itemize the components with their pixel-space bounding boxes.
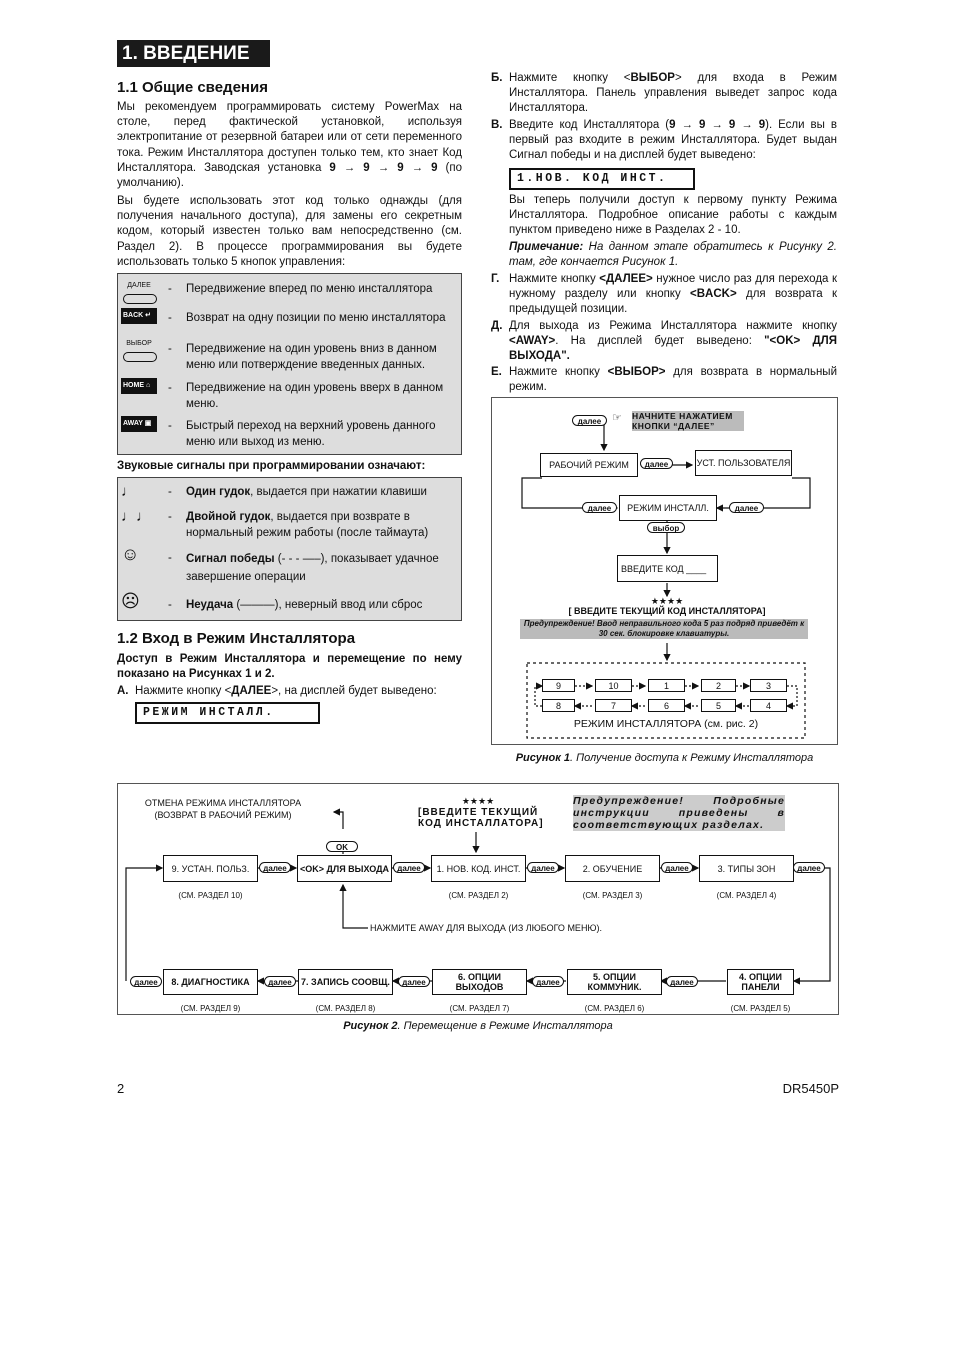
hand-pointer-icon: ☞	[612, 412, 622, 424]
fig2-next-pill-9: далее	[532, 976, 564, 987]
code-usage-paragraph: Вы будете использовать этот код только однажды (для получения начального доступа), для замены его секретным кодом, который известен только вам непосредственно (см. Раздел 2). В процессе программирования вы будете использовать только 5 кнопок управления:	[117, 195, 462, 268]
note-paragraph: Примечание: На данном этапе обратитесь к Рисунку 2. там, где кончается Рисунок 1.	[509, 241, 837, 269]
fig2-next-pill-4: далее	[661, 862, 693, 873]
fig1-installer-mode: РЕЖИМ ИНСТАЛЛ.	[619, 495, 717, 521]
fig2-zone-types-ref: (СМ. РАЗДЕЛ 4)	[716, 891, 777, 900]
section-1-2-title: 1.2 Вход в Режим Инсталлятора	[117, 630, 356, 647]
fig2-panel-options-ref: (СМ. РАЗДЕЛ 5)	[730, 1004, 791, 1013]
fig2-next-pill-1: далее	[259, 862, 291, 873]
fig2-away-note: НАЖМИТЕ AWAY ДЛЯ ВЫХОДА (ИЗ ЛЮБОГО МЕНЮ).	[370, 923, 603, 933]
figure-1-caption: Рисунок 1. Получение доступа к Режиму Инсталлятора	[515, 752, 814, 764]
double-note-icon: ♩♩	[121, 508, 151, 525]
fig2-new-code: 1. НОВ. КОД. ИНСТ.	[431, 855, 526, 882]
fig1-menu-7: 7	[595, 699, 632, 712]
section-1-2-intro: Доступ в Режим Инсталлятора и перемещение по нему показано на Рисунках 1 и 2.	[117, 653, 462, 681]
fig2-stars: ★★★★	[461, 796, 495, 806]
fig2-output-options: 6. ОПЦИИ ВЫХОДОВ	[432, 969, 527, 995]
fig2-new-code-ref: (СМ. РАЗДЕЛ 2)	[448, 891, 509, 900]
away-key-icon: AWAY ▣	[121, 416, 161, 432]
sad-face-icon: ☹	[121, 591, 140, 611]
step-e: Е. Нажмите кнопку <ВЫБОР> для возврата в нормальный режим.	[491, 366, 837, 394]
page-number: 2	[117, 1081, 125, 1096]
step-v-after: Вы теперь получили доступ к первому пункту Режима Инсталлятора. Подробное описание работы с каждым пунктом приведено ниже в Разделах 2 - 10.	[509, 194, 837, 237]
fig2-next-pill-10: далее	[666, 976, 698, 987]
fig2-warning: Предупреждение! Подробные инструкции приведены в соответствующих разделах.	[573, 795, 785, 831]
happy-face-icon: ☺	[121, 544, 140, 564]
fig1-next-pill: далее	[572, 415, 607, 426]
fig1-menu-3: 3	[750, 679, 787, 692]
step-v: В. Введите код Инсталлятора (9 → 9 → 9 → 9). Если вы в первый раз входите в режим Инсталлятора. Будет выдан Сигнал победы и на дисплей будет выведено:	[491, 119, 837, 162]
fig2-record-message: 7. ЗАПИСЬ СООВЩ.	[298, 969, 393, 995]
select-key-icon: ВЫБОР	[121, 336, 161, 362]
fig2-ok-exit: <OK> ДЛЯ ВЫХОДА	[297, 855, 392, 882]
fig1-enter-current: [ ВВЕДИТЕ ТЕКУЩИЙ КОД ИНСТАЛЛЯТОРА]	[568, 606, 766, 616]
fig1-enter-code: ВВЕДИТЕ КОД ____	[617, 555, 718, 582]
fig1-select-pill: выбор	[647, 522, 685, 533]
fig1-user-settings: УСТ. ПОЛЬЗОВАТЕЛЯ	[695, 450, 792, 476]
back-key-icon: BACK ↵	[121, 308, 161, 324]
fig2-ok-pill: OK	[326, 841, 358, 852]
fig1-menu-caption: РЕЖИМ ИНСТАЛЛЯТОРА (см. рис. 2)	[573, 718, 759, 730]
sounds-heading: Звуковые сигналы при программировании означают:	[117, 460, 426, 472]
fig1-menu-2: 2	[701, 679, 736, 692]
fig2-enter-current: [ВВЕДИТЕ ТЕКУЩИЙ КОД ИНСТАЛЛАТОРА]	[418, 807, 544, 829]
fig2-learning-ref: (СМ. РАЗДЕЛ 3)	[582, 891, 643, 900]
fig1-menu-5: 5	[701, 699, 736, 712]
fig2-diagnostics: 8. ДИАГНОСТИКА	[163, 969, 258, 995]
fig1-stars: ★★★★	[650, 596, 684, 606]
fig2-comm-options-ref: (СМ. РАЗДЕЛ 6)	[584, 1004, 645, 1013]
fig2-next-pill-2: далее	[393, 862, 425, 873]
fig2-user-settings: 9. УСТАН. ПОЛЬЗ.	[163, 855, 258, 882]
fig2-record-message-ref: (СМ. РАЗДЕЛ 8)	[315, 1004, 376, 1013]
fig2-zone-types: 3. ТИПЫ ЗОН	[699, 855, 794, 882]
single-note-icon: ♩	[121, 483, 136, 500]
fig1-menu-9: 9	[542, 679, 575, 692]
fig1-menu-6: 6	[648, 699, 685, 712]
step-g: Г. Нажмите кнопку <ДАЛЕЕ> нужное число раз для перехода к нужному разделу или кнопку <BACK> для возврата к предыдущей позиции.	[491, 273, 837, 316]
fig1-warning: Предупреждение! Ввод неправильного кода 5 раз подряд приведёт к 30 сек. блокировке клавиатуры.	[520, 619, 808, 639]
fig1-next-pill-2: далее	[640, 458, 673, 469]
figure-2	[117, 783, 839, 1015]
fig1-normal-mode: РАБОЧИЙ РЕЖИМ	[540, 453, 638, 477]
sounds-table: ♩ - Один гудок, выдается при нажатии клавиши ♩♩ - Двойной гудок, выдается при возврате в нормальный режим работы (после таймаута) ☺ - Сигнал победы (- - - —–), показывает удачное завершение операции ☹ - Неудача (———), неверный ввод или сброс	[117, 477, 462, 621]
home-key-icon: HOME ⌂	[121, 378, 161, 394]
fig1-menu-10: 10	[595, 679, 632, 692]
figure-2-caption: Рисунок 2. Перемещение в Режиме Инсталлятора	[343, 1020, 613, 1032]
fig2-next-pill-8: далее	[398, 976, 430, 987]
fig2-next-pill-5: далее	[793, 862, 825, 873]
fig1-next-pill-3: далее	[582, 502, 617, 513]
fig2-diagnostics-ref: (СМ. РАЗДЕЛ 9)	[180, 1004, 241, 1013]
section-1-1-title: 1.1 Общие сведения	[117, 79, 268, 96]
fig1-menu-4: 4	[750, 699, 787, 712]
fig1-start-text: НАЧНИТЕ НАЖАТИЕМ КНОПКИ “ДАЛЕЕ”	[632, 411, 744, 431]
fig1-menu-1: 1	[648, 679, 685, 692]
intro-paragraph: Мы рекомендуем программировать систему PowerMax на столе, перед фактической установкой, используя электропитание от резервной батареи или от сети переменного тока. Режим Инсталлятора доступен только тем, кто знает Код Инсталлятора. Заводская установка 9 → 9 → 9 → 9 (по умолчанию).	[117, 101, 462, 190]
fig2-next-pill-3: далее	[527, 862, 559, 873]
figure-1	[491, 397, 838, 745]
fig2-user-settings-ref: (СМ. РАЗДЕЛ 10)	[178, 891, 243, 900]
step-d: Д. Для выхода из Режима Инсталлятора нажмите кнопку <AWAY>. На дисплей будет выведено: "<OK> ДЛЯ ВЫХОДА".	[491, 320, 837, 363]
fig2-cancel: ОТМЕНА РЕЖИМА ИНСТАЛЛЯТОРА (ВОЗВРАТ В РАБОЧИЙ РЕЖИМ)	[144, 798, 302, 820]
fig2-learning: 2. ОБУЧЕНИЕ	[565, 855, 660, 882]
next-key-icon: ДАЛЕЕ	[121, 278, 161, 304]
step-b: Б. Нажмите кнопку <ВЫБОР> для входа в Режим Инсталлятора. Панель управления выведет запрос кода Инсталлятора.	[491, 72, 838, 115]
step-a: A. Нажмите кнопку <ДАЛЕЕ>, на дисплей будет выведено:	[117, 685, 437, 697]
keys-table: ДАЛЕЕ - Передвижение вперед по меню инсталлятора BACK ↵ - Возврат на одну позиции по меню инсталлятора ВЫБОР - Передвижение на один уровень вниз в данном меню или потверждение введенных данных. HOME ⌂ - Передвижение на один уровень вверх в данном меню. AWAY ▣ - Быстрый переход на верхний уровень данного меню или выход из меню.	[117, 273, 462, 455]
chapter-title: 1. ВВЕДЕНИЕ	[117, 40, 270, 67]
fig2-comm-options: 5. ОПЦИИ КОММУНИК.	[567, 969, 662, 995]
fig2-output-options-ref: (СМ. РАЗДЕЛ 7)	[449, 1004, 510, 1013]
fig1-menu-8: 8	[542, 699, 575, 712]
lcd-installer-mode: РЕЖИМ ИНСТАЛЛ.	[135, 702, 320, 724]
fig2-next-pill-6: далее	[130, 976, 162, 987]
fig2-panel-options: 4. ОПЦИИ ПАНЕЛИ	[727, 969, 794, 995]
lcd-new-code: 1.НОВ. КОД ИНСТ.	[509, 168, 695, 190]
fig2-next-pill-7: далее	[264, 976, 296, 987]
fig1-next-pill-4: далее	[729, 502, 764, 513]
document-code: DR5450P	[782, 1081, 839, 1096]
